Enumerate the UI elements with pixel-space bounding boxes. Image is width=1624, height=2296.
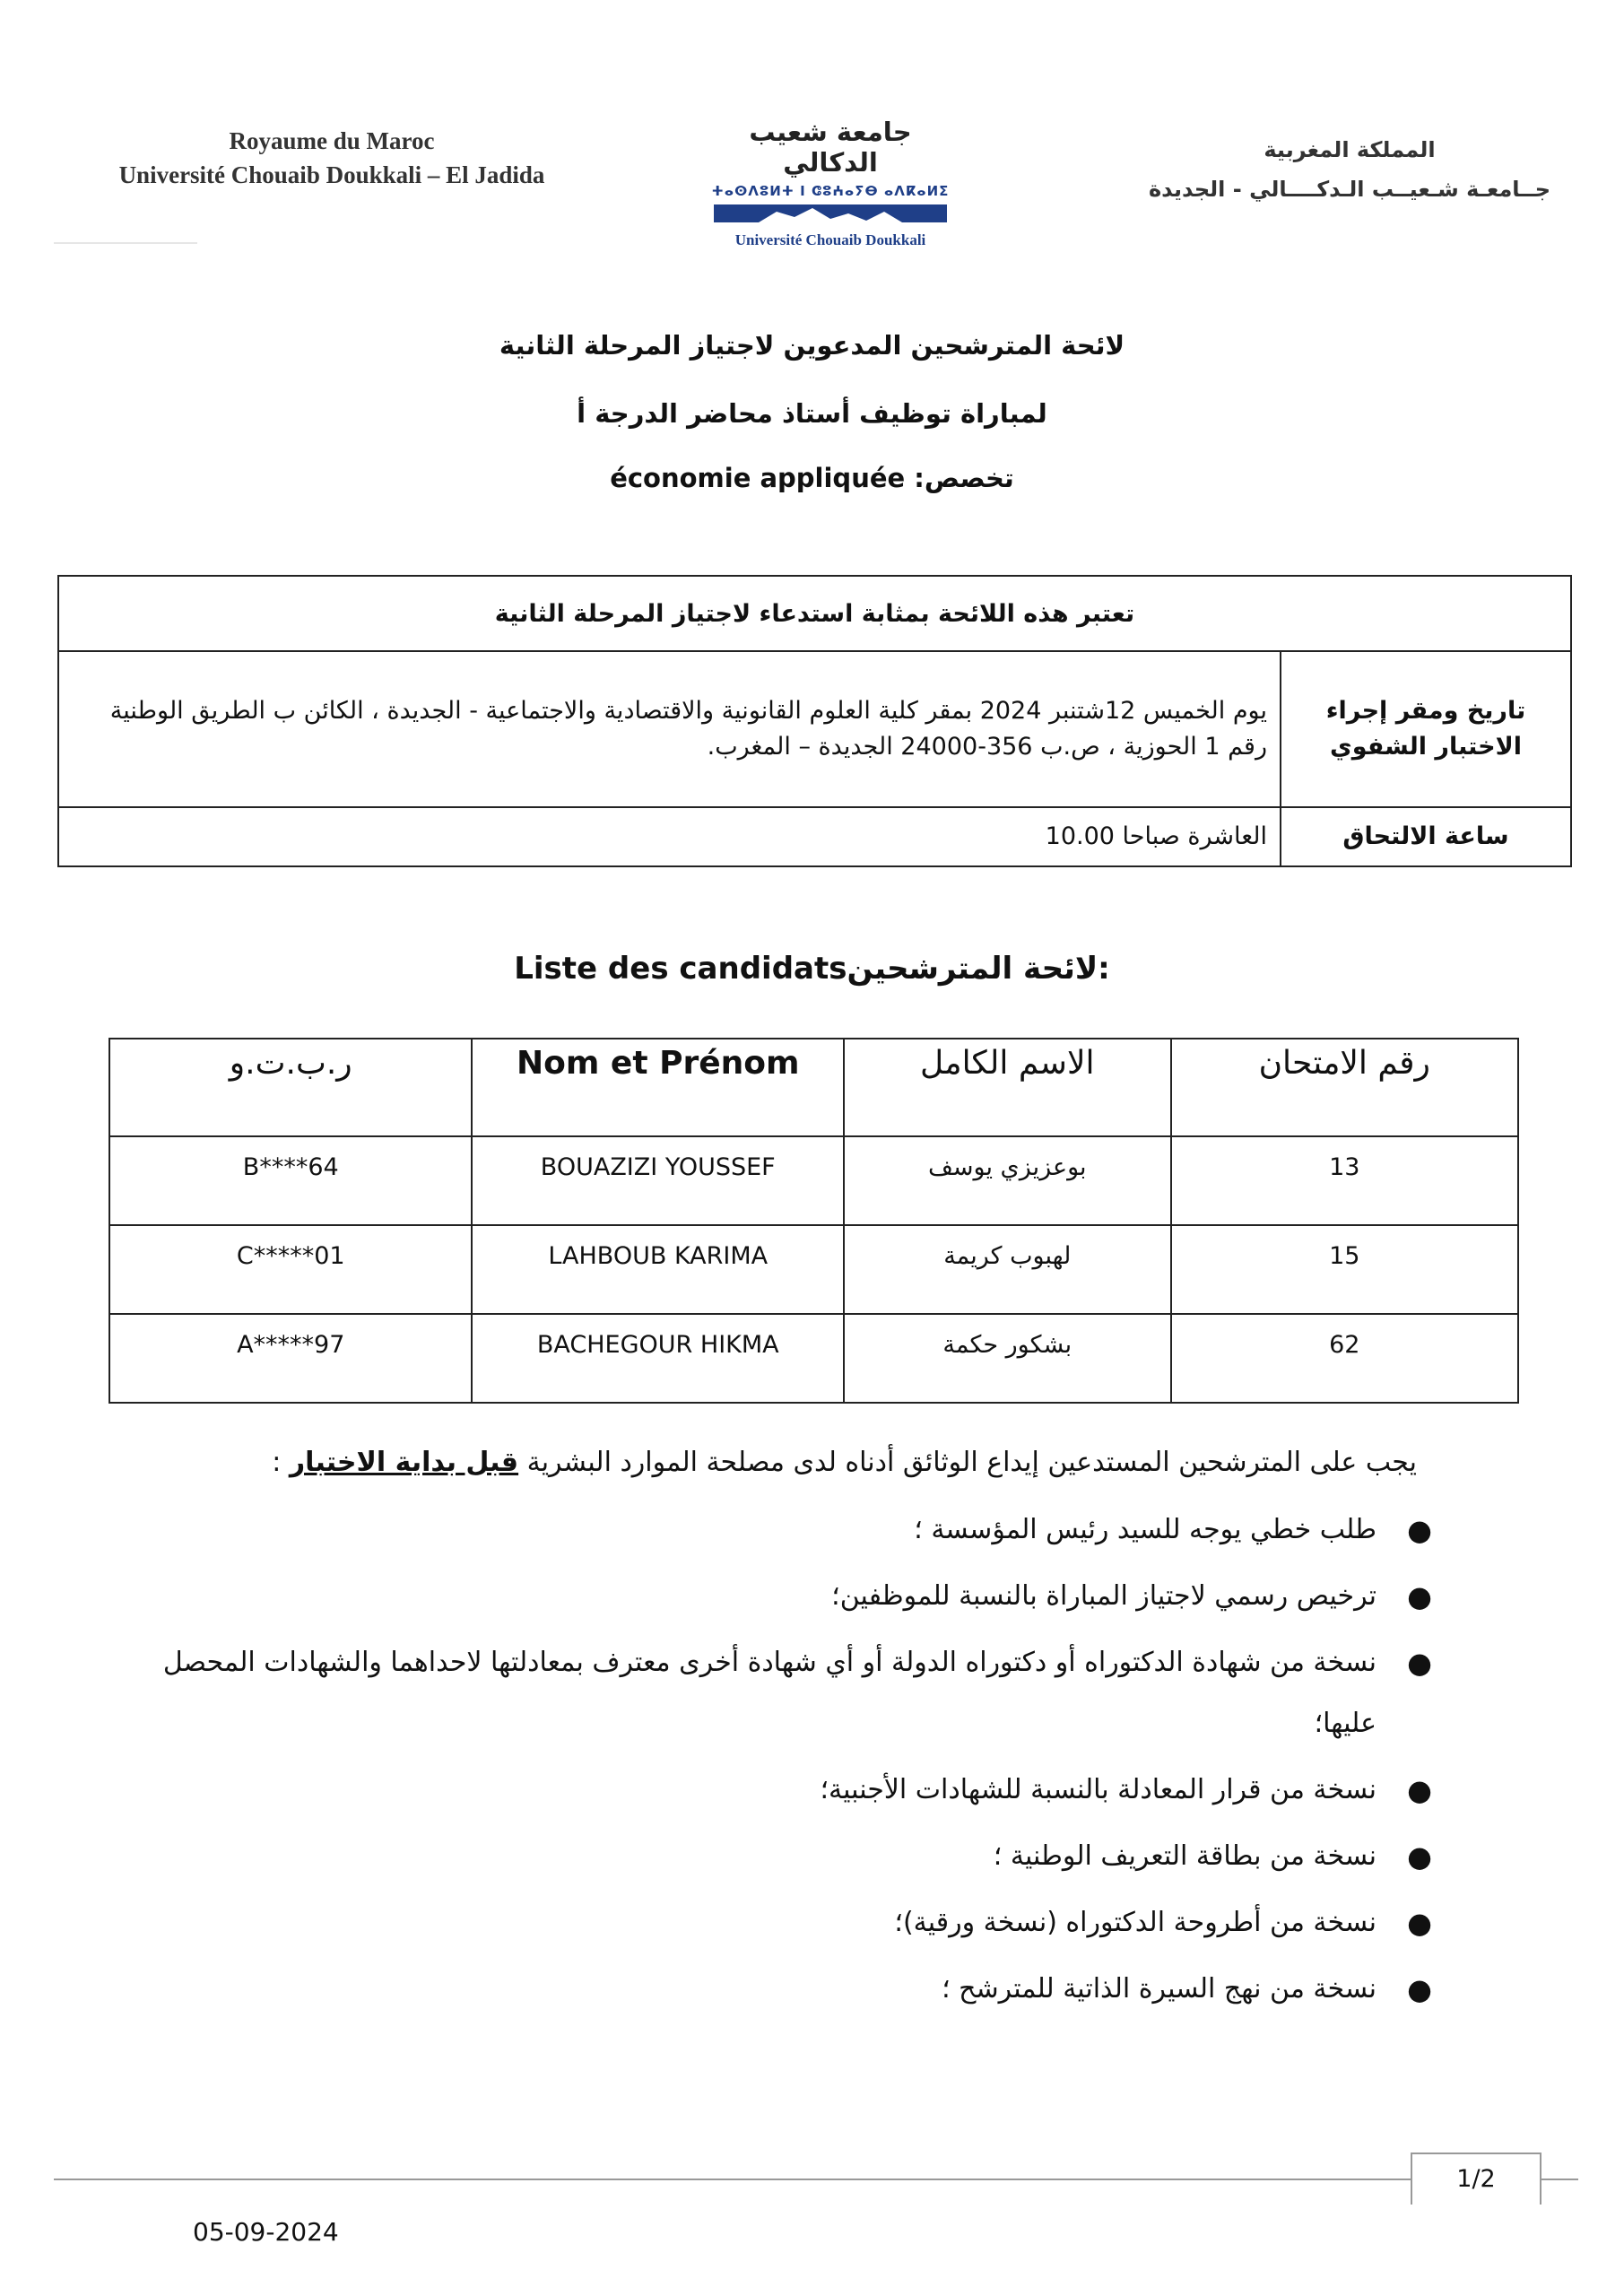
requirement-item-text: طلب خطي يوجه للسيد رئيس المؤسسة ؛ [914,1514,1376,1545]
table-row [109,1225,1518,1314]
requirement-item-text: نسخة من أطروحة الدكتوراه (نسخة ورقية)؛ [894,1907,1376,1938]
list-item [152,1566,1432,1627]
kingdom-french: Royaume du Maroc [229,127,435,154]
header-right-block [1125,130,1574,209]
bullet-icon: ● [1407,1906,1432,1940]
logo-wave-icon [714,204,947,230]
cell-name-fr: BACHEGOUR HIKMA [472,1314,844,1403]
university-french: Université Chouaib Doukkali – El Jadida [118,161,545,188]
cell-name-ar: بوعزيزي يوسف [844,1136,1170,1225]
requirements-intro [143,1442,1417,1483]
header-divider [54,242,197,244]
cell-name-fr: BOUAZIZI YOUSSEF [472,1136,844,1225]
cell-name-ar: بشكور حكمة [844,1314,1170,1403]
university-arabic: جــامعـة شـعيــب الـدكــــالي - الجديدة [1148,177,1551,202]
bullet-icon: ● [1407,1513,1432,1547]
convocation-info-table [57,575,1572,867]
title-line-2: لمباراة توظيف أستاذ محاضر الدرجة أ [577,398,1047,429]
convocation-banner: تعتبر هذه اللائحة بمثابة استدعاء لاجتياز المرحلة الثانية [58,576,1571,651]
cell-exam-no: 13 [1171,1136,1519,1225]
requirement-item-text: نسخة من شهادة الدكتوراه أو دكتوراه الدولة أو أي شهادة أخرى معترف بمعادلتها لاحداهما والشهادات المحصل عليها؛ [162,1647,1376,1739]
list-title-french: Liste des candidats [514,951,847,987]
list-item [152,1959,1432,2020]
candidates-table [109,1038,1519,1404]
list-item [152,1760,1432,1821]
bullet-icon: ● [1407,1839,1432,1874]
kingdom-arabic: المملكة المغربية [1264,137,1436,162]
cell-exam-no: 15 [1171,1225,1519,1314]
logo-french-text: Université Chouaib Doukkali [734,231,926,248]
requirements-colon: : [272,1447,282,1478]
col-header-exam-no: رقم الامتحان [1171,1039,1519,1136]
requirement-item-text: نسخة من بطاقة التعريف الوطنية ؛ [993,1840,1376,1872]
cell-cin: B****64 [109,1136,472,1225]
exam-date-place-label: تاريخ ومقر إجراء الاختبار الشفوي [1281,651,1571,807]
logo-arabic-text: جامعة شعيب الدكالي [749,117,912,178]
speciality-title [0,463,1624,493]
requirement-item-text: نسخة من قرار المعادلة بالنسبة للشهادات الأجنبية؛ [820,1774,1376,1805]
table-row [109,1314,1518,1403]
cell-name-fr: LAHBOUB KARIMA [472,1225,844,1314]
table-header-row [109,1039,1518,1136]
page-number: 1/2 [1411,2152,1541,2205]
bullet-icon: ● [1407,1773,1432,1807]
col-header-name-ar: الاسم الكامل [844,1039,1170,1136]
requirement-item-text: نسخة من نهج السيرة الذاتية للمترشح ؛ [942,1973,1376,2005]
requirement-item-text: ترخيص رسمي لاجتياز المباراة بالنسبة للموظفين؛ [831,1580,1376,1612]
bullet-icon: ● [1407,1972,1432,2006]
cell-cin: A*****97 [109,1314,472,1403]
university-logo [705,117,956,248]
bullet-icon: ● [1407,1646,1432,1680]
list-item [152,1826,1432,1887]
arrival-time-text: العاشرة صباحا 10.00 [58,807,1281,866]
table-row [109,1136,1518,1225]
speciality-label: تخصص: [914,463,1014,493]
logo-tifinagh-text: ⵜⴰⵙⴷⵓⵍⵜ ⵏ ⵛⵓⵄⴰⵢⴱ ⴰⴷⴽⴰⵍⵉ [711,183,950,199]
title-line-1: لائحة المترشحين المدعوين لاجتياز المرحلة الثانية [499,330,1125,361]
list-item [152,1500,1432,1561]
exam-date-place-text: يوم الخميس 12شتنبر 2024 بمقر كلية العلوم القانونية والاقتصادية والاجتماعية - الجديدة ، الكائن ب الطريق الوطنية رقم 1 الحوزية ، ص.ب 356-24000 الجديدة – المغرب. [58,651,1281,807]
speciality-value: économie appliquée [610,463,906,493]
list-item [152,1892,1432,1953]
arrival-time-label: ساعة الالتحاق [1281,807,1571,866]
bullet-icon: ● [1407,1579,1432,1613]
requirements-intro-text: يجب على المترشحين المستدعين إيداع الوثائق أدناه لدى مصلحة الموارد البشرية [526,1447,1417,1478]
footer-divider [54,2179,1578,2180]
document-date: 05-09-2024 [193,2217,339,2247]
requirements-emphasis: قبل بداية الاختبار [289,1447,519,1478]
col-header-cin: ر.ب.ت.و [109,1039,472,1136]
cell-cin: C*****01 [109,1225,472,1314]
list-item [152,1632,1432,1754]
header-left-block [90,124,574,192]
cell-exam-no: 62 [1171,1314,1519,1403]
col-header-name-fr: Nom et Prénom [472,1039,844,1136]
list-title-arabic: :لائحة المترشحين [847,951,1110,987]
candidates-list-title [0,951,1624,987]
cell-name-ar: لهبوب كريمة [844,1225,1170,1314]
